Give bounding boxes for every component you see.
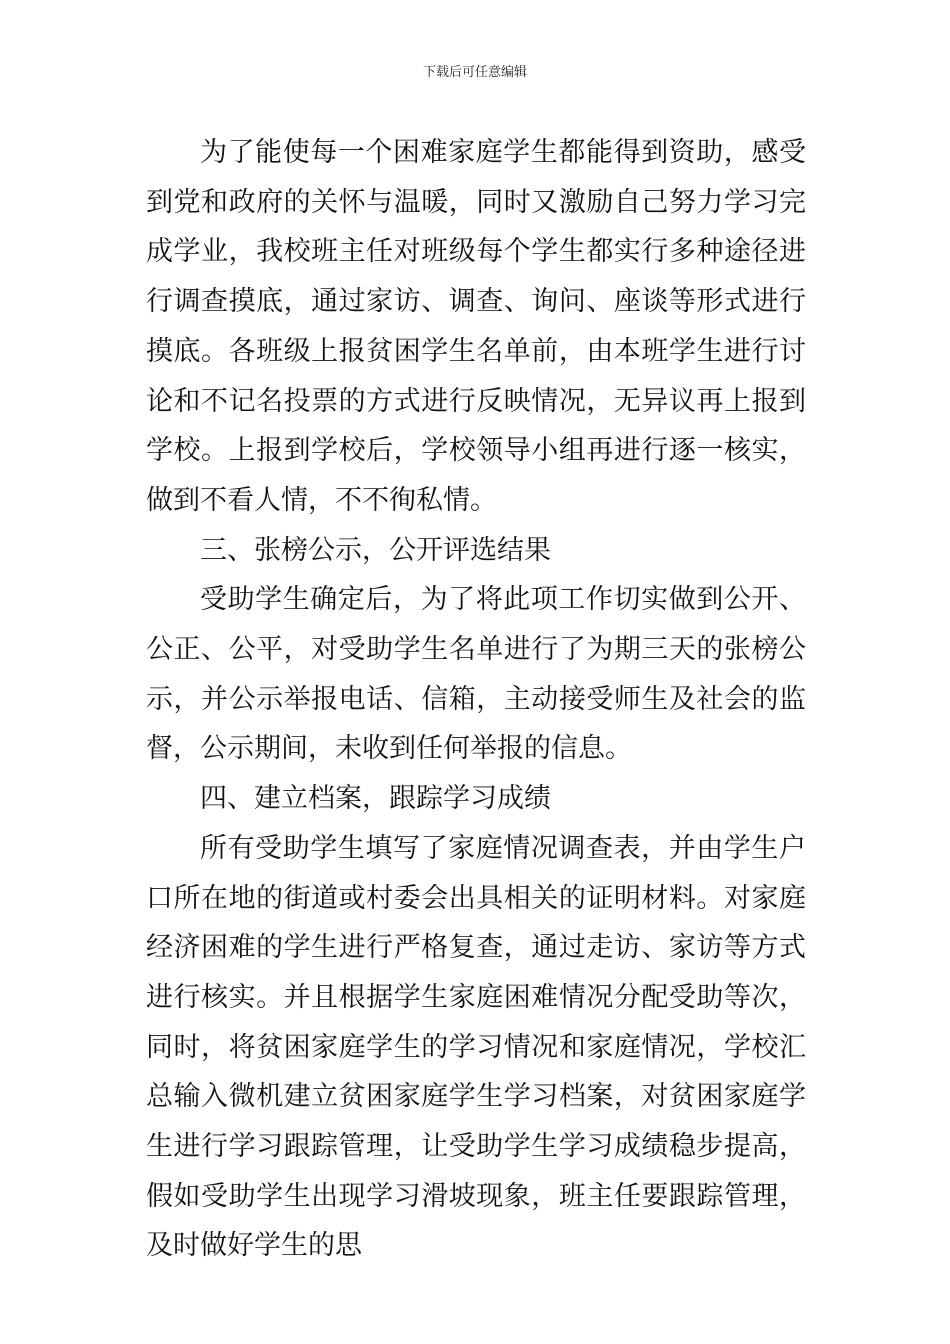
- paragraph-investigation: 为了能使每一个困难家庭学生都能得到资助，感受到党和政府的关怀与温暖，同时又激励自己努力学习完成学业，我校班主任对班级每个学生都实行多种途径进行调查摸底，通过家访、调查、询问、座谈等形式进行摸底。各班级上报贫困学生名单前，由本班学生进行讨论和不记名投票的方式进行反映情况，无异议再上报到学校。上报到学校后，学校领导小组再进行逐一核实，做到不看人情，不不徇私情。: [146, 137, 806, 516]
- document-body: [146, 128, 806, 1271]
- section-heading-archives: 四、建立档案，跟踪学习成绩: [200, 783, 551, 815]
- paragraph-publicity: 受助学生确定后，为了将此项工作切实做到公开、公正、公平，对受助学生名单进行了为期三天的张榜公示，并公示举报电话、信箱，主动接受师生及社会的监督，公示期间，未收到任何举报的信息。: [146, 584, 806, 765]
- page-header: 下载后可任意编辑: [422, 65, 527, 80]
- paragraph-archives: 所有受助学生填写了家庭情况调查表，并由学生户口所在地的街道或村委会出具相关的证明材料。对家庭经济困难的学生进行严格复查，通过走访、家访等方式进行核实。并且根据学生家庭困难情况分配受助等次，同时，将贫困家庭学生的学习情况和家庭情况，学校汇总输入微机建立贫困家庭学生学习档案，对贫困家庭学生进行学习跟踪管理，让受助学生学习成绩稳步提高，假如受助学生出现学习滑坡现象，班主任要跟踪管理，及时做好学生的思: [146, 832, 806, 1262]
- section-heading-publicity: 三、张榜公示，公开评选结果: [200, 534, 551, 566]
